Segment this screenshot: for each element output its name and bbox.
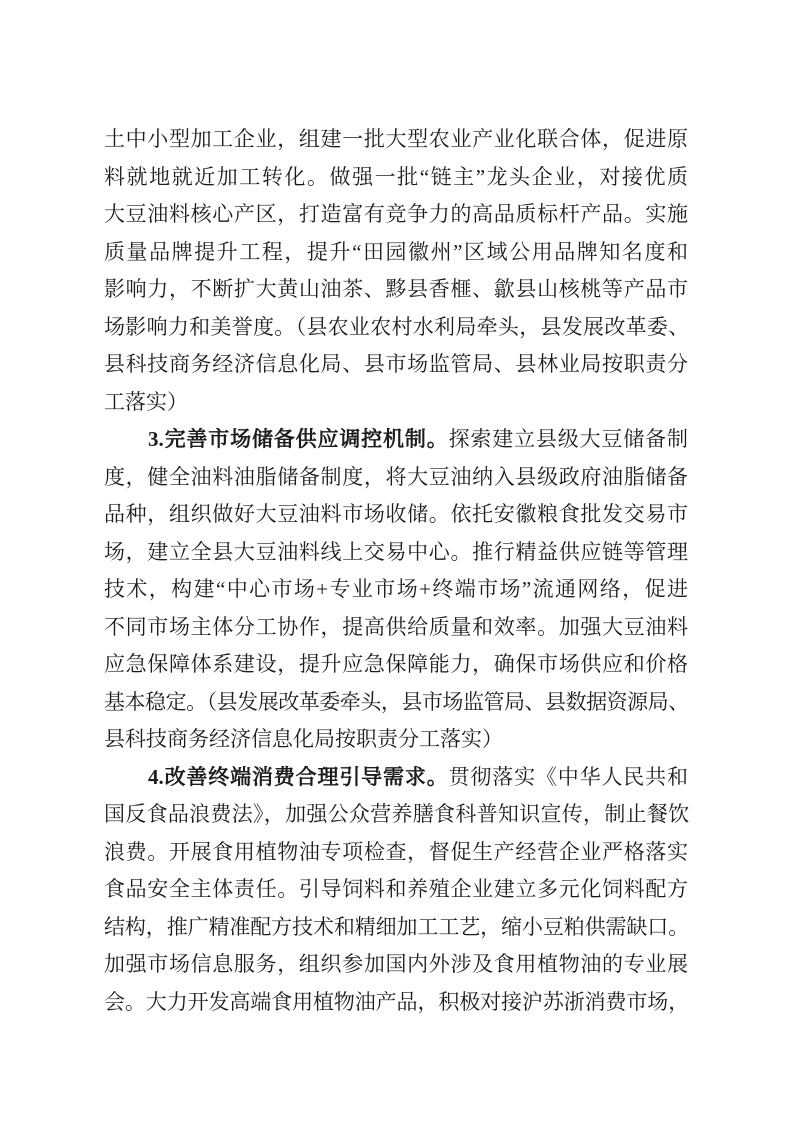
paragraph-continuation (104, 121, 688, 421)
body-run: 贯彻落实《中华人民共和 (448, 764, 688, 789)
text-line (104, 309, 688, 347)
body-run: 加强市场信息服务，组织参加国内外涉及食用植物油的专业展 (104, 952, 688, 976)
text-line (104, 759, 688, 797)
text-line (104, 946, 688, 984)
body-run: 食品安全主体责任。引导饲料和养殖企业建立多元化饲料配方 (104, 877, 688, 901)
text-line (104, 834, 688, 872)
body-run: 度，健全油料油脂储备制度，将大豆油纳入县级政府油脂储备 (104, 464, 688, 489)
text-line (104, 646, 688, 684)
body-run: 不同市场主体分工协作，提高供给质量和效率。加强大豆油料 (104, 614, 688, 639)
heading-run: 3.完善市场储备供应调控机制。 (148, 427, 449, 451)
text-line (104, 909, 688, 947)
body-run: 质量品牌提升工程，提升“田园徽州”区域公用品牌知名度和 (104, 239, 688, 264)
body-run: 县科技商务经济信息化局按职责分工落实） (104, 727, 503, 751)
text-line (104, 159, 688, 197)
body-run: 工落实） (104, 389, 188, 414)
text-line (104, 609, 688, 647)
text-line (104, 121, 688, 159)
text-line (104, 571, 688, 609)
body-run: 场，建立全县大豆油料线上交易中心。推行精益供应链等管理 (104, 539, 688, 564)
body-run: 品种，组织做好大豆油料市场收储。依托安徽粮食批发交易市 (104, 502, 688, 526)
body-run: 县科技商务经济信息化局、县市场监管局、县林业局按职责分 (104, 352, 688, 376)
body-run: 场影响力和美誉度。（县农业农村水利局牵头，县发展改革委、 (104, 314, 688, 339)
text-line (104, 871, 688, 909)
text-line (104, 271, 688, 309)
text-line (104, 984, 688, 1022)
document-body (104, 121, 688, 1021)
text-line (104, 459, 688, 497)
body-run: 技术，构建“中心市场+专业市场+终端市场”流通网络，促进 (104, 577, 688, 601)
paragraph-3-market-reserve (104, 421, 688, 759)
text-line (104, 721, 688, 759)
text-line (104, 796, 688, 834)
body-run: 结构，推广精准配方技术和精细加工工艺，缩小豆粕供需缺口。 (104, 914, 688, 939)
text-line (104, 421, 688, 459)
body-run: 基本稳定。（县发展改革委牵头，县市场监管局、县数据资源局、 (104, 689, 688, 714)
text-line (104, 496, 688, 534)
text-line (104, 234, 688, 272)
body-run: 大豆油料核心产区，打造富有竞争力的高品质标杆产品。实施 (104, 202, 688, 226)
text-line (104, 534, 688, 572)
paragraph-4-consumption-guidance (104, 759, 688, 1022)
body-run: 国反食品浪费法》，加强公众营养膳食科普知识宣传，制止餐饮 (104, 802, 688, 826)
text-line (104, 196, 688, 234)
body-run: 影响力，不断扩大黄山油茶、黟县香榧、歙县山核桃等产品市 (104, 277, 688, 301)
text-line (104, 684, 688, 722)
body-run: 应急保障体系建设，提升应急保障能力，确保市场供应和价格 (104, 652, 688, 676)
body-run: 土中小型加工企业，组建一批大型农业产业化联合体，促进原 (104, 127, 688, 151)
heading-run: 4.改善终端消费合理引导需求。 (148, 764, 449, 789)
body-run: 探索建立县级大豆储备制 (448, 427, 688, 451)
body-run: 料就地就近加工转化。做强一批“链主”龙头企业，对接优质 (104, 164, 688, 189)
text-line (104, 384, 688, 422)
body-run: 浪费。开展食用植物油专项检查，督促生产经营企业严格落实 (104, 839, 688, 864)
text-line (104, 346, 688, 384)
body-run: 会。大力开发高端食用植物油产品，积极对接沪苏浙消费市场， (104, 989, 688, 1014)
